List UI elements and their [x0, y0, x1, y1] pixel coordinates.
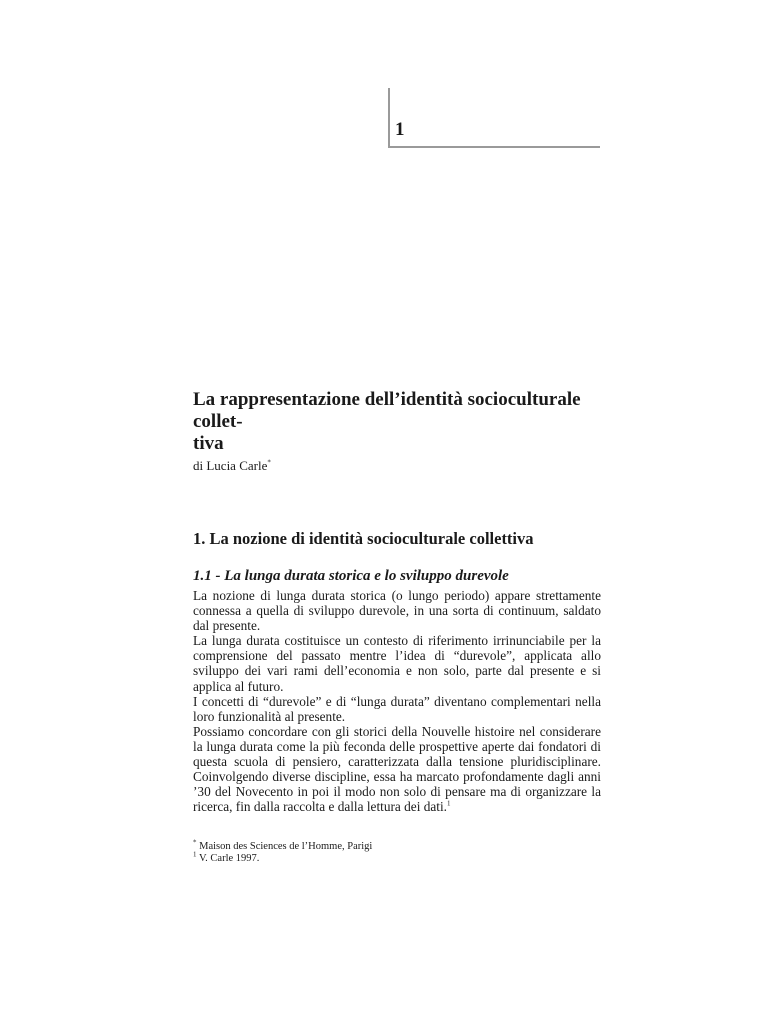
- section-heading: 1. La nozione di identità socioculturale collettiva: [193, 529, 534, 548]
- author-footnote-mark: *: [267, 458, 271, 467]
- chapter-number: 1: [395, 119, 405, 140]
- subsection-heading: 1.1 - La lunga durata storica e lo sviluppo durevole: [193, 568, 509, 584]
- chapter-marker-vertical-rule: [388, 88, 390, 148]
- paragraph: La nozione di lunga durata storica (o lungo periodo) appare strettamente connessa a quella di sviluppo durevole, in una sorta di continuum, saldato dal presente.: [193, 588, 601, 634]
- chapter-content: [193, 389, 601, 814]
- footnote-mark: 1: [193, 850, 197, 859]
- footnotes: [193, 838, 601, 865]
- paragraph: La lunga durata costituisce un contesto di riferimento irrinunciabile per la comprensione del passato mentre l’idea di “durevole”, applicata allo sviluppo dei vari rami dell’economia e non solo, parte dal presente e si applica al futuro.: [193, 633, 601, 694]
- chapter-title-line-2: tiva: [193, 433, 224, 454]
- author-name: di Lucia Carle: [193, 458, 268, 473]
- chapter-marker-horizontal-rule: [388, 146, 600, 148]
- body-text: [193, 588, 601, 814]
- author-line: [193, 458, 601, 474]
- footnote-text: V. Carle 1997.: [198, 853, 260, 864]
- footnote-reference: 1: [446, 799, 451, 808]
- chapter-title: [193, 389, 601, 455]
- footnote-text: Maison des Sciences de l’Homme, Parigi: [199, 841, 373, 852]
- paragraph-with-note: [193, 724, 601, 815]
- paragraph: Possiamo concordare con gli storici della Nouvelle histoire nel considerare la lunga durata come la più feconda delle prospettive aperte dai fondatori di questa scuola di pensiero, caratterizzata dalla tensione pluridisciplinare. Coinvolgendo diverse discipline, essa ha marcato profondamente dagli anni ’30 del Novecento in poi il modo non solo di pensare ma di organizzare la ricerca, fin dalla raccolta e dalla lettura dei dati.: [193, 723, 601, 815]
- chapter-title-line-1: La rappresentazione dell’identità socioculturale collet-: [193, 389, 581, 432]
- footnote: [193, 850, 601, 865]
- chapter-marker: [388, 88, 600, 148]
- paragraph: I concetti di “durevole” e di “lunga durata” diventano complementari nella loro funzionalità al presente.: [193, 693, 601, 724]
- footnote: [193, 838, 601, 853]
- footnote-mark: *: [193, 838, 197, 847]
